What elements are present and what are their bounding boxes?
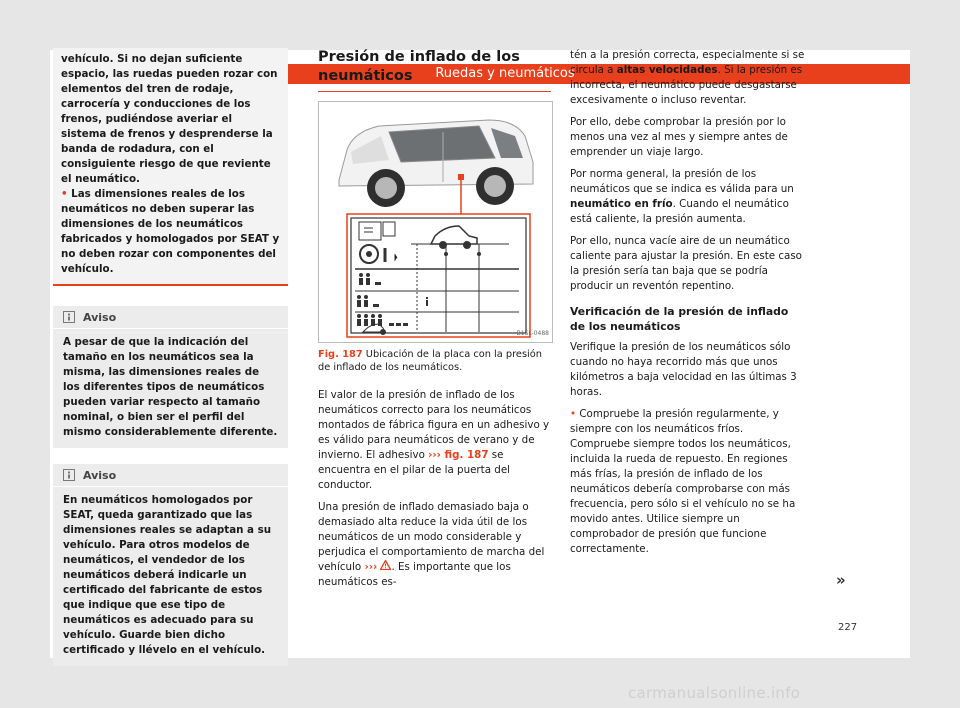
warning-text: vehículo. Si no dejan suficiente espacio, las ruedas pueden rozar con elementos del tren de rodaje, carrocería y conducciones de los frenos, pudiéndose averiar el sistema de frenos y desprenderse la banda de rodadura, con el consiguiente riesgo de que reviente el neumático. xyxy=(61,53,278,185)
text: . Cuando el neumático está caliente, la presión aumenta. xyxy=(570,198,789,225)
warning-triangle-icon xyxy=(380,560,391,570)
bullet-icon: • xyxy=(61,188,72,200)
text: El valor de la presión de inflado de los neumáticos correcto para los neumáticos montados de fábrica figura en un adhesivo y es válido para neumáticos de verano y de invierno. El adhesivo xyxy=(318,389,550,461)
page-number: 227 xyxy=(838,622,858,633)
note-title: Aviso xyxy=(83,310,117,324)
paragraph: Por ello, debe comprobar la presión por lo menos una vez al mes y siempre antes de emprender un viaje largo. xyxy=(570,116,788,158)
note-box-2 xyxy=(53,464,288,666)
figure-reference-link[interactable]: ››› fig. 187 xyxy=(428,449,489,461)
text: Por norma general, la presión de los neumáticos que se indica es válida para un xyxy=(570,168,794,195)
text: Compruebe la presión regularmente, y siempre con los neumáticos fríos. Compruebe siempre todos los neumáticos, incluida la rueda de repuesto. En regiones más frías, la presión de inflado de los neumáticos debería comprobarse con más frecuencia, pero sólo si el vehículo no se ha movido antes. Utilice siempre un comprobador de presión que funcione correctamente. xyxy=(570,408,796,555)
subheading: Verificación de la presión de inflado de los neumáticos xyxy=(570,305,789,333)
paragraph xyxy=(570,48,806,108)
paragraph: Por ello, nunca vacíe aire de un neumático caliente para ajustar la presión. En este caso la presión sería tan baja que se podría producir un reventón repentino. xyxy=(570,235,802,292)
car-label-illustration xyxy=(319,102,552,342)
paragraph: Verifique la presión de los neumáticos sólo cuando no haya recorrido más que unos kilómetros a baja velocidad en las últimas 3 horas. xyxy=(570,341,797,398)
figure-187 xyxy=(318,101,553,343)
continue-marker: » xyxy=(836,571,846,589)
warning-box xyxy=(53,48,288,286)
paragraph xyxy=(570,407,806,557)
bold-text: altas velocidades xyxy=(616,64,718,76)
bullet-icon: • xyxy=(570,408,580,420)
figure-label: Fig. 187 xyxy=(318,349,363,360)
info-icon xyxy=(63,469,75,481)
note-text: A pesar de que la indicación del tamaño en los neumáticos sea la misma, las dimensiones reales de los diferentes tipos de neumáticos pueden variar respecto al tamaño nominal, o bien ser el perfil del mismo considerablemente diferente. xyxy=(63,336,278,438)
text: Una presión de inflado demasiado baja o demasiado alta reduce la vida útil de los neumáticos de un modo considerable y perjudica el comportamiento de marcha del vehículo xyxy=(318,501,545,573)
text: . Es importante que los neumáticos es- xyxy=(318,561,511,588)
bold-text: neumático en frío xyxy=(570,198,673,210)
section-heading: Presión de inflado de los neumáticos xyxy=(318,48,551,92)
text: tén a la presión correcta, especialmente si se circula a xyxy=(570,49,805,76)
watermark: carmanualsonline.info xyxy=(628,684,801,702)
text: se encuentra en el pilar de la puerta del conductor. xyxy=(318,449,511,491)
column-1 xyxy=(53,48,288,666)
note-title: Aviso xyxy=(83,468,117,482)
figure-code: B1SL-0488 xyxy=(516,330,549,337)
warning-reference-link[interactable]: ››› xyxy=(364,561,378,573)
section-header: Ruedas y neumáticos xyxy=(100,64,910,84)
column-2 xyxy=(318,48,551,597)
paragraph xyxy=(318,500,551,590)
paragraph xyxy=(318,388,551,493)
note-box-1 xyxy=(53,306,288,448)
warning-bullet: Las dimensiones reales de los neumáticos no deben superar las dimensiones de los neumáticos fabricados y homologados por SEAT y no deben rozar con componentes del vehículo. xyxy=(61,188,280,275)
figure-caption-text: Ubicación de la placa con la presión de inflado de los neumáticos. xyxy=(318,349,542,373)
note-text: En neumáticos homologados por SEAT, queda garantizado que las dimensiones reales se adaptan a su vehículo. Para otros modelos de neumáticos, el vendedor de los neumáticos deberá indicarle un certificado del fabricante de estos que indique que ese tipo de neumáticos es adecuado para su vehículo. Guarde bien dicho certificado y llévelo en el vehículo. xyxy=(63,494,272,656)
text: . Si la presión es incorrecta, el neumático puede desgastarse excesivamente o incluso reventar. xyxy=(570,64,803,106)
paragraph xyxy=(570,167,806,227)
column-3 xyxy=(570,48,806,564)
figure-caption xyxy=(318,348,551,374)
info-icon xyxy=(63,311,75,323)
